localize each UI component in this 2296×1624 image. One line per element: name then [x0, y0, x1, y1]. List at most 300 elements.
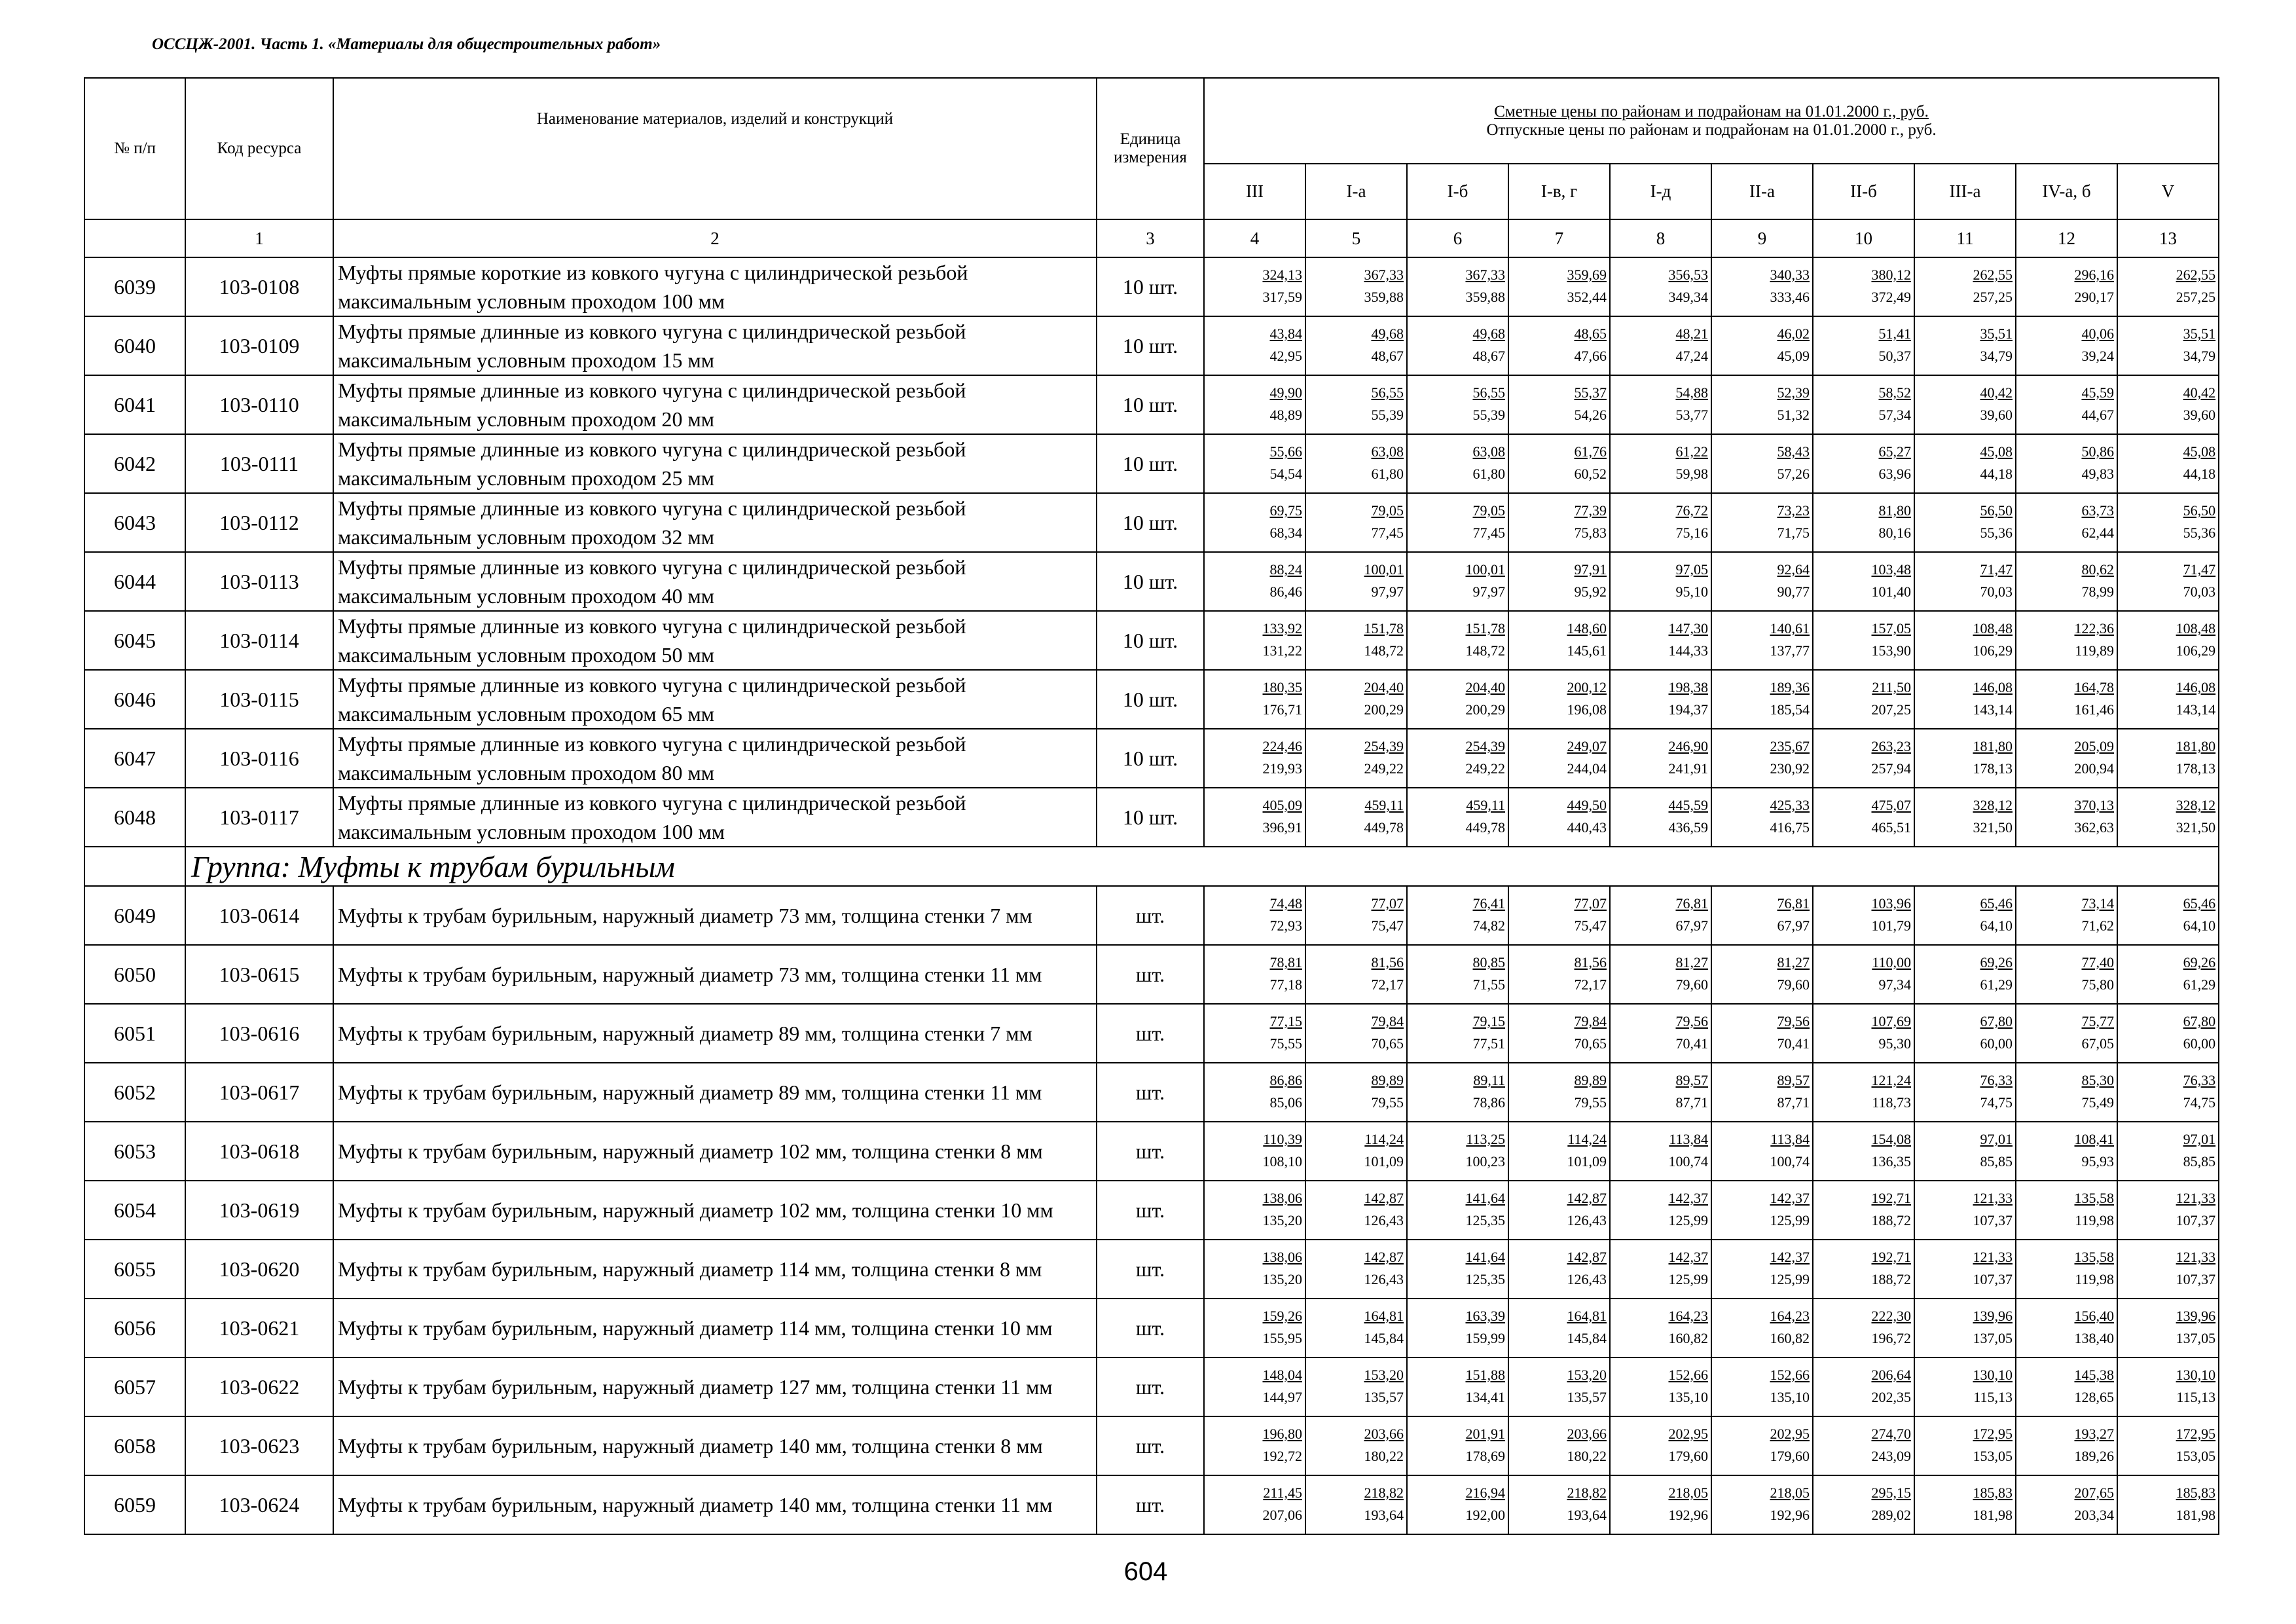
price-cell — [1711, 1475, 1813, 1534]
estimate-price: 185,83 — [1973, 1485, 2013, 1501]
price-cell — [1610, 1122, 1711, 1181]
release-price: 230,92 — [1770, 760, 1810, 777]
release-price: 145,84 — [1364, 1330, 1404, 1346]
release-price: 75,55 — [1269, 1035, 1302, 1052]
estimate-price: 206,64 — [1871, 1367, 1911, 1383]
unit-of-measure: шт. — [1097, 1181, 1204, 1240]
release-price: 72,17 — [1371, 976, 1404, 993]
release-price: 85,85 — [1980, 1153, 2013, 1170]
row-number: 6046 — [84, 670, 185, 729]
price-cell — [1204, 316, 1305, 375]
region-header: I-д — [1610, 164, 1711, 219]
column-number: 3 — [1097, 219, 1204, 257]
unit-of-measure: шт. — [1097, 1475, 1204, 1534]
release-price: 44,67 — [2081, 407, 2114, 423]
material-name: Муфты прямые длинные из ковкого чугуна с цилиндрической резьбой максимальным условным проходом 80 мм — [333, 729, 1097, 788]
release-price: 160,82 — [1770, 1330, 1810, 1346]
price-cell — [2117, 1181, 2219, 1240]
release-price: 203,34 — [2074, 1507, 2114, 1523]
material-name: Муфты к трубам бурильным, наружный диаметр 102 мм, толщина стенки 10 мм — [333, 1181, 1097, 1240]
price-cell — [1204, 257, 1305, 316]
price-cell — [1305, 257, 1407, 316]
price-cell — [1813, 552, 1914, 611]
release-price: 136,35 — [1871, 1153, 1911, 1170]
region-header: III — [1204, 164, 1305, 219]
table-row — [84, 316, 2219, 375]
price-cell — [1508, 552, 1610, 611]
estimate-price: 367,33 — [1364, 267, 1404, 283]
estimate-price: 56,50 — [1980, 502, 2013, 519]
table-row — [84, 1063, 2219, 1122]
estimate-price: 67,80 — [1980, 1013, 2013, 1029]
estimate-price: 97,05 — [1675, 561, 1708, 578]
estimate-price: 449,50 — [1567, 797, 1607, 813]
resource-code: 103-0112 — [185, 493, 333, 552]
release-price: 67,97 — [1777, 917, 1810, 934]
price-cell — [1407, 1063, 1508, 1122]
estimate-price: 211,45 — [1263, 1485, 1302, 1501]
column-number: 5 — [1305, 219, 1407, 257]
release-price: 87,71 — [1675, 1094, 1708, 1111]
estimate-price: 97,01 — [1980, 1131, 2013, 1147]
resource-code: 103-0621 — [185, 1299, 333, 1357]
release-price: 53,77 — [1675, 407, 1708, 423]
price-cell — [1407, 1357, 1508, 1416]
release-price: 135,10 — [1770, 1389, 1810, 1405]
material-name: Муфты прямые длинные из ковкого чугуна с цилиндрической резьбой максимальным условным проходом 65 мм — [333, 670, 1097, 729]
release-price: 188,72 — [1871, 1212, 1911, 1228]
estimate-price: 164,23 — [1770, 1308, 1810, 1324]
estimate-price: 79,05 — [1472, 502, 1505, 519]
resource-code: 103-0115 — [185, 670, 333, 729]
price-cell — [1508, 788, 1610, 847]
estimate-price: 135,58 — [2074, 1190, 2114, 1206]
unit-of-measure: шт. — [1097, 1004, 1204, 1063]
price-cell — [1711, 375, 1813, 434]
price-cell — [1914, 729, 2016, 788]
price-cell — [1508, 1475, 1610, 1534]
price-cell — [1711, 434, 1813, 493]
row-number: 6059 — [84, 1475, 185, 1534]
price-cell — [1711, 945, 1813, 1004]
estimate-price: 69,75 — [1269, 502, 1302, 519]
estimate-price: 198,38 — [1668, 679, 1708, 695]
release-price: 135,10 — [1668, 1389, 1708, 1405]
release-price: 74,82 — [1472, 917, 1505, 934]
column-number: 7 — [1508, 219, 1610, 257]
release-price: 196,72 — [1871, 1330, 1911, 1346]
price-cell — [1813, 257, 1914, 316]
price-cell — [1813, 1122, 1914, 1181]
release-price: 192,72 — [1262, 1448, 1302, 1464]
region-header: I-в, г — [1508, 164, 1610, 219]
estimate-price: 138,06 — [1262, 1190, 1302, 1206]
price-cell — [1914, 1299, 2016, 1357]
material-name: Муфты к трубам бурильным, наружный диаметр 89 мм, толщина стенки 11 мм — [333, 1063, 1097, 1122]
price-cell — [1305, 886, 1407, 945]
price-cell — [1508, 1004, 1610, 1063]
price-cell — [1204, 945, 1305, 1004]
release-price: 352,44 — [1567, 289, 1607, 305]
resource-code: 103-0114 — [185, 611, 333, 670]
estimate-price: 77,39 — [1574, 502, 1607, 519]
estimate-price: 100,01 — [1465, 561, 1505, 578]
price-cell — [1610, 1475, 1711, 1534]
price-cell — [2016, 729, 2117, 788]
release-price: 241,91 — [1668, 760, 1708, 777]
release-price: 77,51 — [1472, 1035, 1505, 1052]
release-price: 95,10 — [1675, 583, 1708, 600]
release-price: 55,36 — [1980, 525, 2013, 541]
release-price: 97,97 — [1371, 583, 1404, 600]
price-cell — [1610, 886, 1711, 945]
estimate-price: 81,27 — [1675, 954, 1708, 970]
release-price: 145,61 — [1567, 642, 1607, 659]
price-cell — [1204, 670, 1305, 729]
price-cell — [1610, 493, 1711, 552]
estimate-price: 263,23 — [1871, 738, 1911, 754]
price-cell — [1407, 729, 1508, 788]
price-cell — [1610, 1240, 1711, 1299]
release-price: 125,99 — [1668, 1271, 1708, 1287]
price-cell — [1204, 1240, 1305, 1299]
col-header-num: № п/п — [84, 78, 185, 219]
price-cell — [1610, 1181, 1711, 1240]
release-price: 207,06 — [1262, 1507, 1302, 1523]
row-number: 6056 — [84, 1299, 185, 1357]
release-price: 60,52 — [1574, 466, 1607, 482]
price-cell — [2016, 1063, 2117, 1122]
unit-of-measure: шт. — [1097, 886, 1204, 945]
estimate-price: 130,10 — [1973, 1367, 2013, 1383]
estimate-price: 224,46 — [1262, 738, 1302, 754]
release-price: 42,95 — [1269, 348, 1302, 364]
table-row — [84, 552, 2219, 611]
price-cell — [2016, 434, 2117, 493]
price-cell — [2117, 375, 2219, 434]
release-price: 48,89 — [1269, 407, 1302, 423]
table-row — [84, 1004, 2219, 1063]
estimate-price: 164,81 — [1567, 1308, 1607, 1324]
estimate-price: 89,89 — [1574, 1072, 1607, 1088]
release-price: 95,93 — [2081, 1153, 2114, 1170]
table-row — [84, 257, 2219, 316]
price-cell — [1914, 1240, 2016, 1299]
release-price: 78,99 — [2081, 583, 2114, 600]
estimate-price: 203,66 — [1364, 1426, 1404, 1442]
price-cell — [2117, 316, 2219, 375]
estimate-price: 151,88 — [1465, 1367, 1505, 1383]
resource-code: 103-0620 — [185, 1240, 333, 1299]
release-price: 74,75 — [2183, 1094, 2216, 1111]
price-cell — [2117, 611, 2219, 670]
row-number: 6054 — [84, 1181, 185, 1240]
price-cell — [1204, 552, 1305, 611]
price-cell — [1914, 886, 2016, 945]
release-price: 77,18 — [1269, 976, 1302, 993]
release-price: 135,57 — [1364, 1389, 1404, 1405]
release-price: 72,17 — [1574, 976, 1607, 993]
release-price: 178,13 — [2176, 760, 2216, 777]
estimate-price: 405,09 — [1262, 797, 1302, 813]
estimate-price: 79,56 — [1777, 1013, 1810, 1029]
release-price: 249,22 — [1465, 760, 1505, 777]
row-number: 6041 — [84, 375, 185, 434]
estimate-price: 122,36 — [2074, 620, 2114, 637]
estimate-price: 153,20 — [1364, 1367, 1404, 1383]
resource-code: 103-0113 — [185, 552, 333, 611]
estimate-price: 151,78 — [1364, 620, 1404, 637]
release-price: 60,00 — [1980, 1035, 2013, 1052]
material-name: Муфты к трубам бурильным, наружный диаметр 102 мм, толщина стенки 8 мм — [333, 1122, 1097, 1181]
release-price: 219,93 — [1262, 760, 1302, 777]
estimate-price: 356,53 — [1668, 267, 1708, 283]
estimate-price: 218,05 — [1770, 1485, 1810, 1501]
price-cell — [1508, 886, 1610, 945]
estimate-price: 235,67 — [1770, 738, 1810, 754]
price-cell — [1508, 1416, 1610, 1475]
price-cell — [1914, 1004, 2016, 1063]
release-price: 193,64 — [1364, 1507, 1404, 1523]
release-price: 416,75 — [1770, 819, 1810, 836]
release-price: 126,43 — [1364, 1271, 1404, 1287]
price-cell — [1305, 1181, 1407, 1240]
region-header: I-а — [1305, 164, 1407, 219]
price-cell — [1407, 886, 1508, 945]
price-cell — [1914, 1416, 2016, 1475]
price-cell — [1204, 375, 1305, 434]
estimate-price: 142,37 — [1668, 1249, 1708, 1265]
estimate-price: 141,64 — [1465, 1190, 1505, 1206]
column-number: 9 — [1711, 219, 1813, 257]
price-cell — [1813, 670, 1914, 729]
release-price: 155,95 — [1262, 1330, 1302, 1346]
estimate-price: 205,09 — [2074, 738, 2114, 754]
table-row — [84, 434, 2219, 493]
estimate-price: 65,27 — [1878, 443, 1911, 460]
row-number: 6050 — [84, 945, 185, 1004]
price-cell — [1711, 886, 1813, 945]
price-cell — [2016, 886, 2117, 945]
release-price: 61,29 — [2183, 976, 2216, 993]
release-price: 61,29 — [1980, 976, 2013, 993]
table-row — [84, 788, 2219, 847]
release-price: 119,98 — [2075, 1271, 2114, 1287]
price-cell — [2117, 1357, 2219, 1416]
table-row — [84, 1240, 2219, 1299]
material-name: Муфты к трубам бурильным, наружный диаметр 73 мм, толщина стенки 7 мм — [333, 886, 1097, 945]
estimate-price: 63,08 — [1472, 443, 1505, 460]
estimate-price: 80,85 — [1472, 954, 1505, 970]
estimate-price: 142,37 — [1770, 1249, 1810, 1265]
price-cell — [1914, 1181, 2016, 1240]
resource-code: 103-0624 — [185, 1475, 333, 1534]
release-price: 359,88 — [1364, 289, 1404, 305]
release-price: 62,44 — [2081, 525, 2114, 541]
resource-code: 103-0614 — [185, 886, 333, 945]
price-cell — [1813, 316, 1914, 375]
estimate-price: 89,57 — [1675, 1072, 1708, 1088]
material-name: Муфты к трубам бурильным, наружный диаметр 73 мм, толщина стенки 11 мм — [333, 945, 1097, 1004]
price-cell — [1610, 434, 1711, 493]
price-table — [84, 77, 2219, 1535]
table-row — [84, 945, 2219, 1004]
estimate-price: 147,30 — [1668, 620, 1708, 637]
release-price: 75,83 — [1574, 525, 1607, 541]
release-price: 192,00 — [1465, 1507, 1505, 1523]
estimate-price: 97,91 — [1574, 561, 1607, 578]
unit-of-measure: 10 шт. — [1097, 552, 1204, 611]
release-price: 126,43 — [1567, 1271, 1607, 1287]
estimate-price: 43,84 — [1269, 325, 1302, 342]
release-price: 194,37 — [1668, 701, 1708, 718]
price-cell — [1914, 434, 2016, 493]
release-price: 119,89 — [2075, 642, 2114, 659]
release-price: 79,60 — [1675, 976, 1708, 993]
release-price: 34,79 — [1980, 348, 2013, 364]
estimate-price: 295,15 — [1871, 1485, 1911, 1501]
release-price: 74,75 — [1980, 1094, 2013, 1111]
release-price: 189,26 — [2074, 1448, 2114, 1464]
price-cell — [2117, 886, 2219, 945]
estimate-price: 35,51 — [2183, 325, 2216, 342]
release-price: 90,77 — [1777, 583, 1810, 600]
release-price: 192,96 — [1770, 1507, 1810, 1523]
price-cell — [1711, 729, 1813, 788]
estimate-price: 121,33 — [1973, 1249, 2013, 1265]
release-price: 54,54 — [1269, 466, 1302, 482]
estimate-price: 367,33 — [1465, 267, 1505, 283]
price-cell — [2016, 1299, 2117, 1357]
price-cell — [1914, 670, 2016, 729]
price-cell — [1305, 434, 1407, 493]
estimate-price: 193,27 — [2074, 1426, 2114, 1442]
price-cell — [1508, 434, 1610, 493]
release-price: 70,03 — [2183, 583, 2216, 600]
estimate-price: 192,71 — [1871, 1190, 1911, 1206]
release-price: 440,43 — [1567, 819, 1607, 836]
release-price: 55,39 — [1472, 407, 1505, 423]
estimate-price: 157,05 — [1871, 620, 1911, 637]
price-cell — [1813, 375, 1914, 434]
release-price: 257,94 — [1871, 760, 1911, 777]
release-price: 257,25 — [2176, 289, 2216, 305]
release-price: 135,20 — [1262, 1212, 1302, 1228]
price-cell — [1305, 788, 1407, 847]
release-price: 138,40 — [2074, 1330, 2114, 1346]
estimate-price: 73,14 — [2081, 895, 2114, 912]
estimate-price: 86,86 — [1269, 1072, 1302, 1088]
estimate-price: 40,42 — [1980, 384, 2013, 401]
release-price: 193,64 — [1567, 1507, 1607, 1523]
estimate-price: 79,56 — [1675, 1013, 1708, 1029]
release-price: 153,05 — [2176, 1448, 2216, 1464]
release-price: 125,99 — [1668, 1212, 1708, 1228]
release-price: 333,46 — [1770, 289, 1810, 305]
estimate-price: 92,64 — [1777, 561, 1810, 578]
estimate-price: 172,95 — [2176, 1426, 2216, 1442]
table-row — [84, 493, 2219, 552]
price-cell — [1204, 1181, 1305, 1240]
price-cell — [2016, 1004, 2117, 1063]
estimate-price: 108,48 — [1973, 620, 2013, 637]
estimate-price: 142,37 — [1668, 1190, 1708, 1206]
column-number: 13 — [2117, 219, 2219, 257]
price-cell — [1407, 1122, 1508, 1181]
price-cell — [1610, 375, 1711, 434]
column-number: 11 — [1914, 219, 2016, 257]
release-price: 465,51 — [1871, 819, 1911, 836]
estimate-price: 48,21 — [1675, 325, 1708, 342]
price-cell — [2016, 670, 2117, 729]
release-price: 107,37 — [2176, 1271, 2216, 1287]
price-cell — [1610, 1299, 1711, 1357]
price-cell — [1711, 1240, 1813, 1299]
release-price: 75,47 — [1574, 917, 1607, 934]
table-row — [84, 1299, 2219, 1357]
price-cell — [1711, 1181, 1813, 1240]
price-cell — [1813, 1299, 1914, 1357]
price-cell — [1204, 886, 1305, 945]
release-price: 77,45 — [1371, 525, 1404, 541]
estimate-price: 370,13 — [2074, 797, 2114, 813]
price-cell — [1407, 552, 1508, 611]
col-header-code: Код ресурса — [185, 78, 333, 219]
price-cell — [1711, 1063, 1813, 1122]
estimate-price: 146,08 — [1973, 679, 2013, 695]
price-cell — [1204, 493, 1305, 552]
price-cell — [1813, 729, 1914, 788]
estimate-price: 76,72 — [1675, 502, 1708, 519]
release-price: 47,24 — [1675, 348, 1708, 364]
release-price: 200,94 — [2074, 760, 2114, 777]
region-header: III-а — [1914, 164, 2016, 219]
estimate-price: 246,90 — [1668, 738, 1708, 754]
table-row — [84, 729, 2219, 788]
table-row — [84, 375, 2219, 434]
estimate-price: 204,40 — [1364, 679, 1404, 695]
price-cell — [2117, 257, 2219, 316]
price-cell — [1711, 552, 1813, 611]
release-price: 115,13 — [1973, 1389, 2013, 1405]
estimate-price: 328,12 — [1973, 797, 2013, 813]
column-number: 2 — [333, 219, 1097, 257]
price-cell — [2117, 945, 2219, 1004]
estimate-price: 50,86 — [2081, 443, 2114, 460]
price-cell — [2016, 1357, 2117, 1416]
release-price: 135,20 — [1262, 1271, 1302, 1287]
price-cell — [1914, 1357, 2016, 1416]
release-price: 71,75 — [1777, 525, 1810, 541]
release-price: 67,05 — [2081, 1035, 2114, 1052]
price-cell — [1407, 945, 1508, 1004]
price-cell — [1204, 1004, 1305, 1063]
price-cell — [1813, 1181, 1914, 1240]
resource-code: 103-0111 — [185, 434, 333, 493]
release-price: 48,67 — [1472, 348, 1505, 364]
estimate-price: 114,24 — [1364, 1131, 1404, 1147]
unit-of-measure: шт. — [1097, 1357, 1204, 1416]
price-cell — [1407, 316, 1508, 375]
release-price: 249,22 — [1364, 760, 1404, 777]
release-price: 68,34 — [1269, 525, 1302, 541]
estimate-price: 54,88 — [1675, 384, 1708, 401]
row-number: 6043 — [84, 493, 185, 552]
material-name: Муфты к трубам бурильным, наружный диаметр 140 мм, толщина стенки 8 мм — [333, 1416, 1097, 1475]
estimate-price: 148,04 — [1262, 1367, 1302, 1383]
price-cell — [1407, 788, 1508, 847]
release-price: 207,25 — [1871, 701, 1911, 718]
